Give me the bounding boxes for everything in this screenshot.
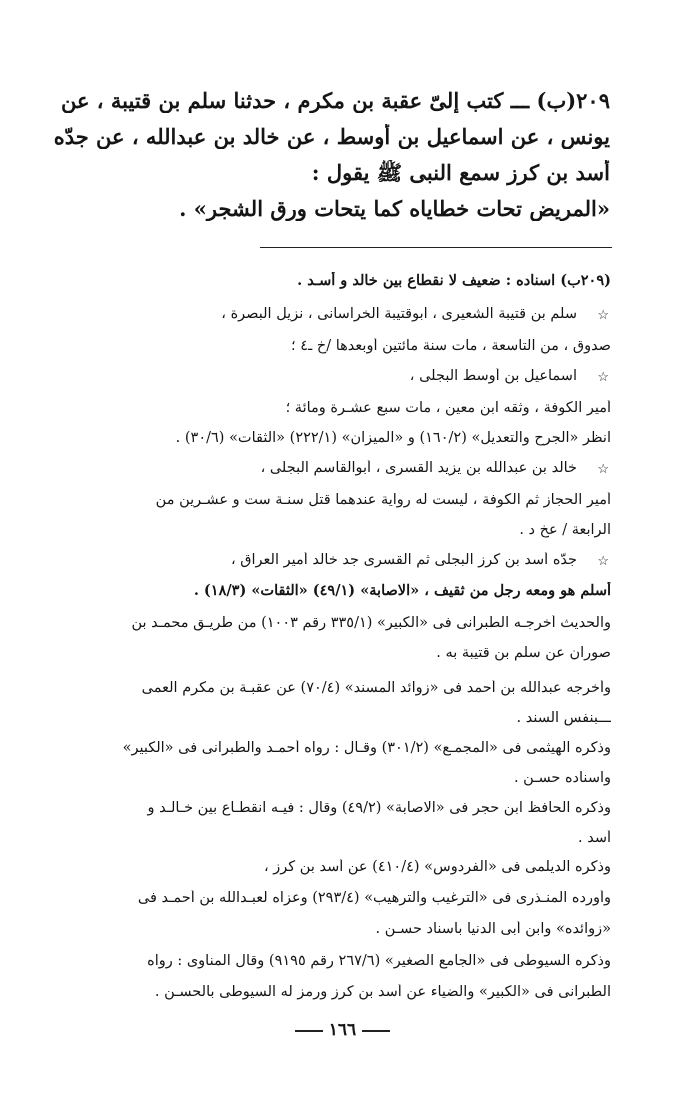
star-icon: ☆	[597, 462, 609, 477]
narrator-2-line-2: أمير الكوفة ، وثقه ابن معين ، مات سبع عشـرة ومائة ؛	[285, 400, 611, 416]
narrator-2-line-3: انظر «الجرح والتعديل» (١٦٠/٢) و «الميزان» (٢٢٢/١) «الثقات» (٣٠/٦) .	[175, 430, 611, 446]
takhrij-line: وأخرجه عبدالله بن أحمد فى «زوائد المسند» (٧٠/٤) عن عقبـة بن مكرم العمى	[141, 680, 611, 696]
takhrij-line: صوران عن سلم بن قتيبة به .	[436, 645, 611, 661]
narrator-3-line-2: أمير الحجاز ثم الكوفة ، ليست له رواية عندهما قتل سنـة ست و عشـرين من	[155, 492, 611, 508]
narrator-4-line-2: أسلم هو ومعه رجل من ثقيف ، «الاصابة» (٤٩/١) «الثقات» (١٨/٣) .	[193, 582, 611, 599]
star-icon: ☆	[597, 308, 609, 323]
narrator-3-line-1: خالد بن عبدالله بن يزيد القسرى ، أبوالقاسم البجلى ،	[260, 460, 577, 476]
star-icon: ☆	[597, 370, 609, 385]
takhrij-line: ـــبنفس السند .	[516, 710, 611, 726]
star-icon: ☆	[597, 554, 609, 569]
page-number-dash	[362, 1030, 390, 1032]
takhrij-line: والحديث أخرجـه الطبرانى فى «الكبير» (٣٣٥/١ رقم ١٠٠٣) من طريـق محمـد بن	[131, 615, 611, 631]
narrator-2-line-1: اسماعيل بن أوسط البجلى ،	[409, 368, 577, 384]
takhrij-line: وذكره الحافظ ابن حجر فى «الاصابة» (٤٩/٢) وقال : فيـه انقطـاع بين خـالـد و	[147, 800, 611, 816]
narrator-4-line-1: جدّه أسد بن كرز البجلى ثم القسرى جد خالد أمير العراق ،	[230, 552, 577, 568]
narrator-1-line-1: سلم بن قتيبة الشعيرى ، ابوقتيبة الخراسانى ، نزيل البصرة ،	[221, 306, 577, 322]
takhrij-line: أسد .	[577, 830, 611, 846]
page-number	[0, 1020, 685, 1040]
takhrij-line: واسناده حسـن .	[513, 770, 611, 786]
page-number-dash	[295, 1030, 323, 1032]
takhrij-line: «زوائده» وابن أبى الدنيا باسناد حسـن .	[375, 921, 611, 937]
takhrij-line: وذكره الهيثمى فى «المجمـع» (٣٠١/٢) وقـال : رواه أحمـد والطبرانى فى «الكبير»	[122, 740, 611, 756]
isnad-verdict: (٢٠٩ب) اسناده : ضعيف لا نقطاع بين خالد و أسـد .	[297, 272, 611, 289]
takhrij-line: وذكره الديلمى فى «الفردوس» (٤١٠/٤) عن أسد بن كرز ،	[263, 859, 611, 875]
hadith-line-3: أسد بن كرز سمع النبى ﷺ يقول :	[311, 160, 610, 185]
page-number-value: ١٦٦	[328, 1020, 357, 1040]
takhrij-line: وذكره السيوطى فى «الجامع الصغير» (٢٦٧/٦ رقم ٩١٩٥) وقال المناوى : رواه	[147, 953, 611, 969]
narrator-3-line-3: الرابعة / عخ د .	[519, 522, 611, 538]
footnote-divider	[260, 247, 612, 248]
hadith-line-1: ٢٠٩(ب) ـــ كتب إلىّ عقبة بن مكرم ، حدثنا سلم بن قتيبة ، عن	[60, 88, 610, 113]
hadith-matn: «المريض تحات خطاياه كما يتحات ورق الشجر» .	[179, 196, 610, 221]
takhrij-line: الطبرانى فى «الكبير» والضياء عن أسد بن كرز ورمز له السيوطى بالحسـن .	[154, 984, 611, 1000]
takhrij-line: وأورده المنـذرى فى «الترغيب والترهيب» (٢٩٣/٤) وعزاه لعبـدالله بن أحمـد فى	[137, 890, 611, 906]
hadith-line-2: يونس ، عن اسماعيل بن أوسط ، عن خالد بن عبدالله ، عن جدّه	[53, 124, 610, 149]
narrator-1-line-2: صدوق ، من التاسعة ، مات سنة مائتين أوبعدها /خ ـ٤ ؛	[291, 338, 611, 354]
